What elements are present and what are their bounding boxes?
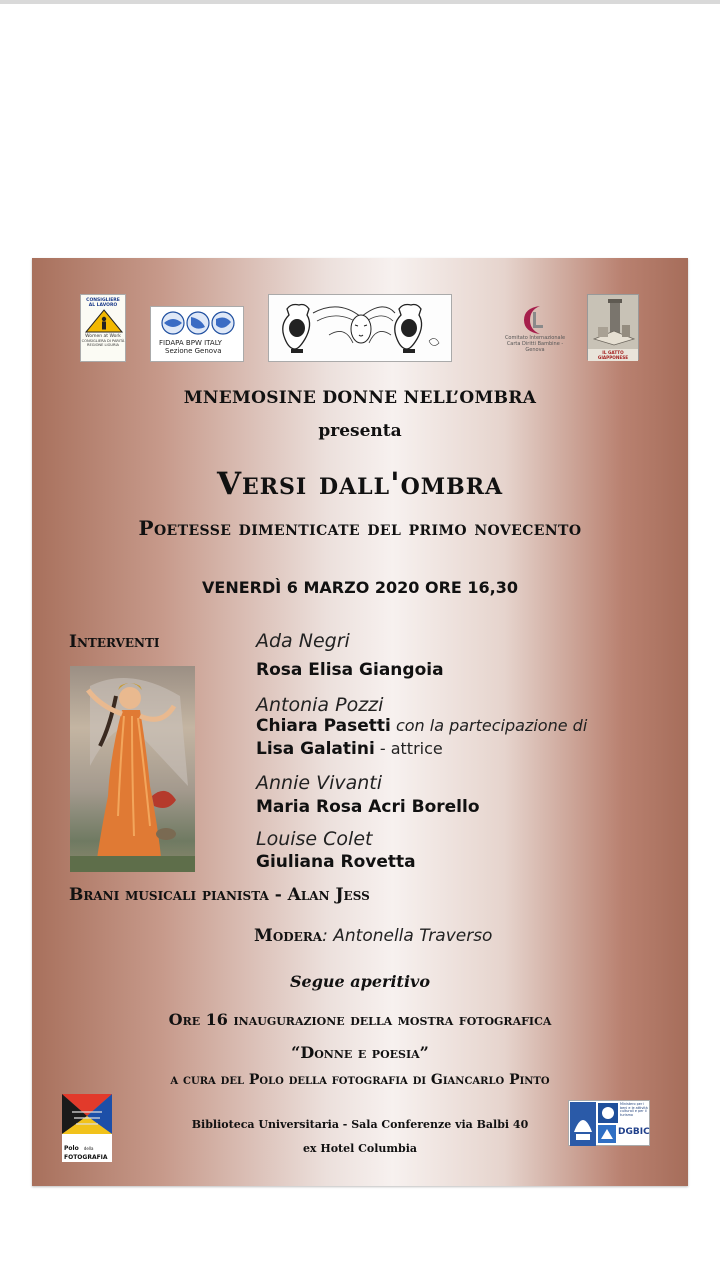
logo-text: della — [83, 1146, 94, 1151]
speaker-role: - attrice — [374, 739, 443, 758]
event-poster — [32, 258, 688, 1186]
comitato-diritti-bambine-logo — [502, 302, 568, 362]
logo-text: Ministero per i beni e le attività culturali e per il turismo — [620, 1102, 648, 1118]
logo-text: FOTOGRAFIA — [64, 1154, 108, 1161]
painting-image — [70, 666, 195, 872]
presents-text: presenta — [318, 421, 402, 441]
dgbic-logo — [568, 1100, 650, 1146]
mnemosine-amphora-logo — [268, 294, 452, 362]
logo-text: FIDAPA BPW ITALY — [159, 339, 222, 347]
speaker-name: Chiara Pasetti — [256, 716, 391, 736]
consigliera-parita-logo — [80, 294, 126, 362]
organizer-name: MNEMOSINE DONNE NELL’OMBRA — [183, 388, 537, 408]
aperitivo-text: Segue aperitivo — [290, 972, 430, 991]
poet-name: Ada Negri — [256, 630, 350, 652]
moderator-line — [254, 926, 492, 946]
top-bar — [0, 0, 720, 4]
logo-text: Sezione Genova — [165, 347, 222, 355]
poet-name: Antonia Pozzi — [256, 694, 384, 716]
gatto-giapponese-logo — [587, 294, 639, 360]
logo-text: IL GATTO GIAPPONESE — [588, 349, 638, 361]
bookstack-icon — [588, 295, 640, 349]
exhibition-title: “Donne e poesia” — [291, 1043, 429, 1062]
speaker-name: Rosa Elisa Giangoia — [256, 660, 444, 680]
music-line: Brani musicali pianista - Alan Jess — [69, 885, 370, 905]
speaker-name: Lisa Galatini — [256, 739, 375, 759]
venue-text: Biblioteca Universitaria - Sala Conferenze via Balbi 40 — [191, 1118, 529, 1131]
logo-text: Women at Work — [85, 334, 121, 339]
interventi-label: Interventi — [69, 632, 160, 652]
event-date: VENERDÌ 6 MARZO 2020 ORE 16,30 — [202, 578, 518, 597]
warning-sign-icon — [81, 308, 127, 334]
moderator-separator: : — [322, 926, 334, 946]
speaker-line — [256, 739, 443, 759]
dgbic-emblem-icon — [598, 1125, 616, 1143]
woman-in-orange-dress-illustration — [70, 666, 195, 872]
amphora-illustration — [269, 295, 453, 363]
logo-text: Comitato Internazionale Carta Diritti Bambine - Genova — [504, 335, 566, 353]
library-building-icon — [570, 1102, 596, 1146]
logo-text: AL LAVORO — [88, 303, 118, 308]
ministry-emblem-icon — [598, 1103, 618, 1123]
moderator-label: Modera — [254, 926, 323, 946]
poet-name: Louise Colet — [256, 828, 373, 850]
speaker-name: Giuliana Rovetta — [256, 852, 416, 872]
logo-text: CONSIGLIERE — [86, 298, 120, 303]
speaker-line — [256, 716, 587, 736]
exhibition-text: Ore 16 inaugurazione della mostra fotografica — [168, 1010, 552, 1029]
speaker-name: Maria Rosa Acri Borello — [256, 797, 480, 817]
venue-subtext: ex Hotel Columbia — [302, 1142, 418, 1155]
curator-text: a cura del Polo della fotografia di Giancarlo Pinto — [170, 1072, 550, 1088]
moderator-name: Antonella Traverso — [333, 926, 493, 946]
participation-note: con la partecipazione di — [390, 716, 588, 735]
poet-name: Annie Vivanti — [256, 772, 383, 794]
crescent-letter-icon — [502, 302, 568, 336]
logo-text: CONSIGLIERA DI PARITÀ — [81, 339, 125, 343]
fidapa-logo — [150, 306, 244, 362]
logo-text: DGBIC — [618, 1127, 650, 1137]
logo-text: Polo — [64, 1145, 79, 1152]
event-title: Versi dall'ombra — [216, 466, 504, 502]
event-subtitle: Poetesse dimenticate del primo novecento — [138, 516, 582, 540]
globe-icon — [151, 307, 245, 337]
logo-text: REGIONE LIGURIA — [86, 343, 120, 347]
